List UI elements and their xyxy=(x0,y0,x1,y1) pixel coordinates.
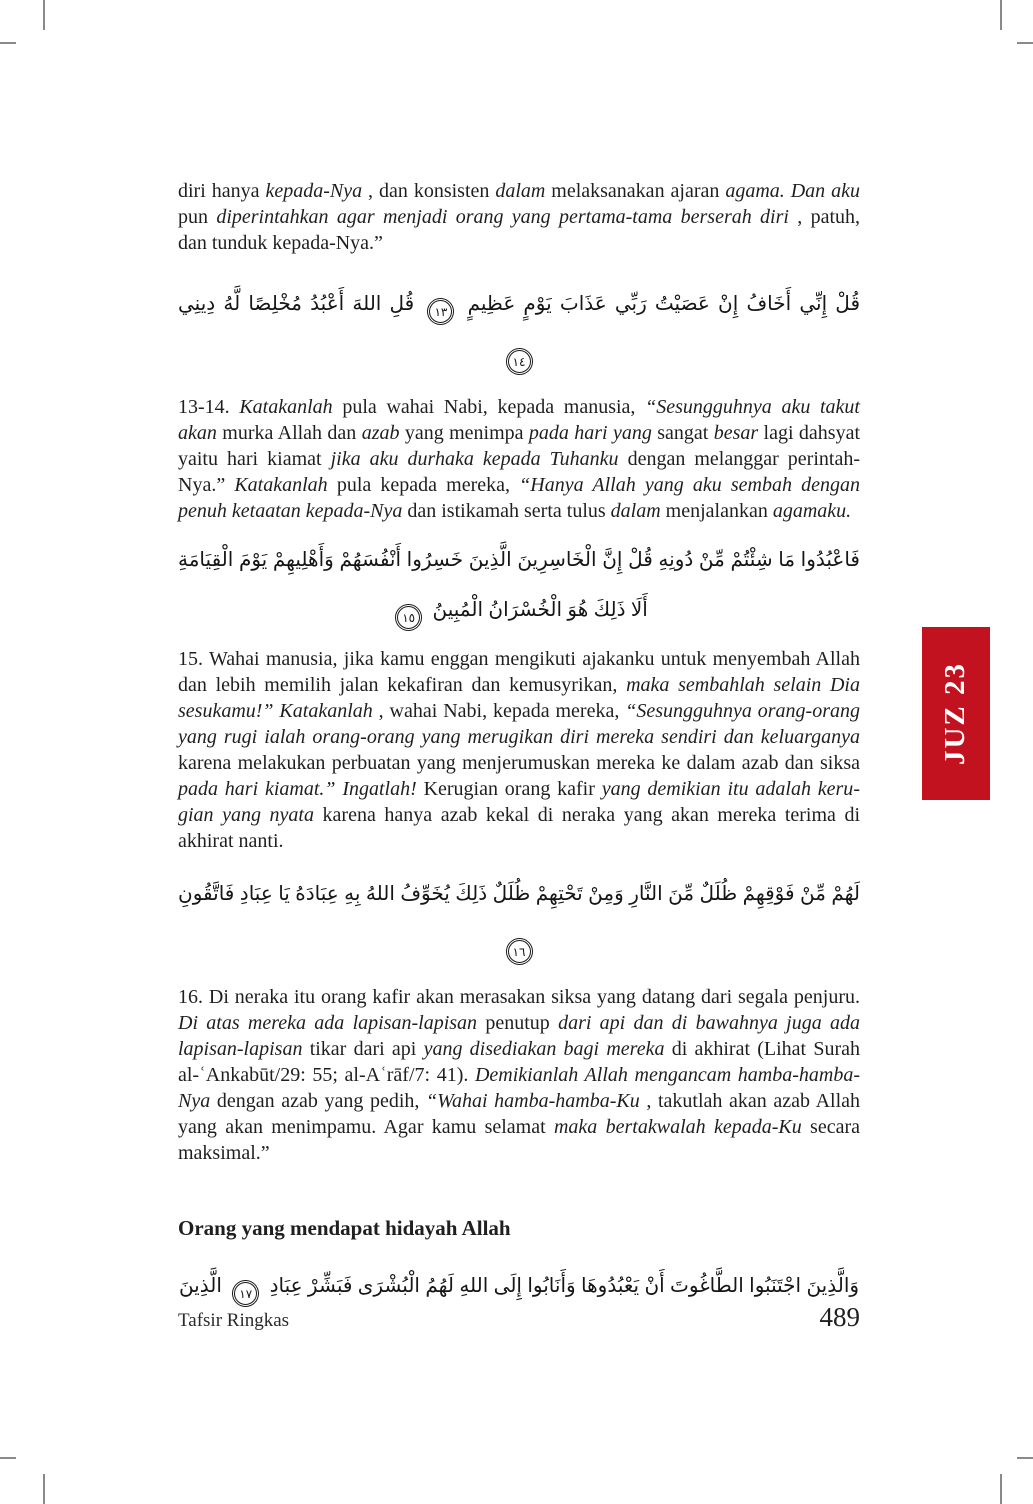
commentary-text: murka Allah dan xyxy=(222,422,362,444)
translated-quote-text: diperintahkan agar menjadi orang yang pertama-tama berserah diri xyxy=(216,206,789,228)
translated-quote-text: besar xyxy=(713,422,759,444)
page-footer xyxy=(178,1302,860,1333)
commentary-text: dengan azab yang pedih, xyxy=(216,1090,427,1112)
commentary-text: tikar dari api xyxy=(309,1038,424,1060)
juz-tab xyxy=(922,627,990,800)
ayah-number-marker: ١٦ xyxy=(506,938,533,965)
commentary-text: , takutlah akan azab Allah yang akan menimpamu. Agar kamu selamat xyxy=(178,1090,860,1138)
quran-verse-16-arabic xyxy=(178,868,860,968)
commentary-text: diri hanya xyxy=(178,180,266,202)
translated-quote-text: pada hari kiamat.” Ingatlah! xyxy=(178,778,417,800)
tafsir-paragraph-15 xyxy=(178,646,860,854)
juz-tab-label: JUZ 23 xyxy=(939,661,972,766)
page-number: 489 xyxy=(819,1302,860,1332)
ayah-number-marker: ١٧ xyxy=(232,1280,259,1307)
translated-quote-text: “Sesungguhnya orang-orang yang rugi ialah orang-orang yang merugikan diri mereka sendiri dan keluarganya xyxy=(178,700,860,748)
translated-quote-text: dalam xyxy=(495,180,546,202)
commentary-text: karena hanya azab kekal di neraka yang akan mereka terima di akhirat nanti. xyxy=(178,804,861,852)
commentary-text: lagi dahsyat yaitu hari kiamat xyxy=(178,422,861,470)
commentary-text: , wahai Nabi, kepada mereka, xyxy=(378,700,626,722)
translated-quote-text: dari api dan di bawahnya juga ada lapisan-lapisan xyxy=(178,1012,860,1060)
crop-mark xyxy=(0,1457,16,1459)
ayah-number-marker: ١٥ xyxy=(395,604,422,631)
ayah-number-marker: ١٤ xyxy=(506,348,533,375)
commentary-text: 13-14. xyxy=(178,396,240,418)
crop-mark xyxy=(1017,42,1033,44)
translated-quote-text: pada hari yang xyxy=(528,422,652,444)
commentary-text: sangat xyxy=(657,422,714,444)
translated-quote-text: agama. Dan aku xyxy=(725,180,860,202)
text-column xyxy=(178,0,860,1310)
commentary-text: melaksanakan ajaran xyxy=(551,180,726,202)
crop-mark xyxy=(1000,0,1002,30)
translated-quote-text: Katakanlah xyxy=(234,474,328,496)
commentary-text: , patuh, dan tunduk kepada-Nya.” xyxy=(178,206,861,254)
commentary-text: dan istikamah serta tulus xyxy=(407,500,611,522)
commentary-text: penutup xyxy=(485,1012,559,1034)
translated-quote-text: “Wahai hamba-hamba-Ku xyxy=(426,1090,640,1112)
translated-quote-text: Demikianlah Allah mengancam hamba-hamba-Nya xyxy=(178,1064,860,1112)
translated-quote-text: kepada-Nya xyxy=(265,180,363,202)
running-title: Tafsir Ringkas xyxy=(178,1310,290,1331)
commentary-text: pun xyxy=(178,206,217,228)
commentary-text: وَالَّذِينَ اجْتَنَبُوا الطَّاغُوتَ أَنْ يَعْبُدُوهَا وَأَنَابُوا إِلَى اللهِ لَهُمُ الْبُشْرَى فَبَشِّرْ عِبَادِ xyxy=(269,1273,860,1297)
quran-verse-13-14-arabic xyxy=(178,278,860,378)
paragraph-intro-continuation xyxy=(178,178,860,256)
tafsir-paragraph-16 xyxy=(178,984,860,1166)
tafsir-paragraph-13-14 xyxy=(178,394,860,524)
commentary-text: فَاعْبُدُوا مَا شِئْتُمْ مِّنْ دُونِهِ قُلْ إِنَّ الْخَاسِرِينَ الَّذِينَ خَسِرُوا أَنْفُسَهُمْ وَأَهْلِيهِمْ يَوْمَ الْقِيَامَةِ أَلَا ذَلِكَ هُوَ الْخُسْرَانُ الْمُبِينُ xyxy=(178,547,860,621)
crop-mark xyxy=(43,1474,45,1504)
crop-mark xyxy=(43,0,45,30)
commentary-text: 16. Di neraka itu orang kafir akan merasakan siksa yang datang dari segala penjuru. xyxy=(178,986,860,1008)
translated-quote-text: Katakanlah xyxy=(239,396,333,418)
commentary-text: pula kepada mereka, xyxy=(336,474,520,496)
translated-quote-text: Di atas mereka ada lapisan-lapisan xyxy=(178,1012,478,1034)
commentary-text: dengan melanggar perintah-Nya.” xyxy=(178,448,860,496)
translated-quote-text: yang demikian itu adalah kerugian yang nyata xyxy=(178,778,860,826)
ayah-number-marker: ١٣ xyxy=(427,298,454,325)
commentary-text: لَهُمْ مِّنْ فَوْقِهِمْ ظُلَلٌ مِّنَ النَّارِ وَمِنْ تَحْتِهِمْ ظُلَلٌ ذَلِكَ يُخَوِّفُ اللهُ بِهِ عِبَادَهُ يَا عِبَادِ فَاتَّقُونِ xyxy=(178,881,860,905)
translated-quote-text: azab xyxy=(361,422,400,444)
commentary-text: di akhirat (Lihat Surah al-ʿAnkabūt/29: 55; al-Aʿrāf/7: 41). xyxy=(178,1038,860,1086)
commentary-text: pula wahai Nabi, kepada manusia, xyxy=(342,396,646,418)
translated-quote-text: maka sembahlah selain Dia sesukamu!” Katakanlah xyxy=(178,674,860,722)
translated-quote-text: jika aku durhaka kepada Tuhanku xyxy=(330,448,619,470)
quran-verse-15-arabic xyxy=(178,534,860,634)
crop-mark xyxy=(1017,1457,1033,1459)
translated-quote-text: “Sesungguhnya aku takut akan xyxy=(178,396,860,444)
commentary-text: قُلْ إِنِّي أَخَافُ إِنْ عَصَيْتُ رَبِّي عَذَابَ يَوْمٍ عَظِيمٍ xyxy=(467,291,861,315)
translated-quote-text: maka bertakwalah kepada-Ku xyxy=(553,1116,802,1138)
commentary-text: , dan konsisten xyxy=(368,180,496,202)
commentary-text: Kerugian orang kafir xyxy=(423,778,602,800)
commentary-text: قُلِ اللهَ أَعْبُدُ مُخْلِصًا لَّهُ دِينِي xyxy=(178,291,415,315)
commentary-text: الَّذِينَ xyxy=(178,1273,222,1297)
crop-mark xyxy=(0,42,16,44)
translated-quote-text: agamaku. xyxy=(772,500,852,522)
section-heading: Orang yang mendapat hidayah Allah xyxy=(178,1216,511,1240)
translated-quote-text: yang disediakan bagi mereka xyxy=(423,1038,665,1060)
translated-quote-text: “Hanya Allah yang aku sembah dengan penuh ketaatan kepada-Nya xyxy=(178,474,860,522)
commentary-text: yang menimpa xyxy=(404,422,529,444)
commentary-text: 15. Wahai manusia, jika kamu enggan mengikuti ajakanku untuk menyembah Allah dan lebih memilih jalan kekafiran dan kemusyrikan, xyxy=(178,648,860,696)
commentary-text: karena melakukan perbuatan yang menjerumuskan mereka ke dalam azab dan siksa xyxy=(178,752,860,774)
crop-mark xyxy=(1000,1474,1002,1504)
commentary-text: menjalankan xyxy=(665,500,773,522)
commentary-text: secara maksimal.” xyxy=(178,1116,860,1164)
translated-quote-text: dalam xyxy=(610,500,661,522)
